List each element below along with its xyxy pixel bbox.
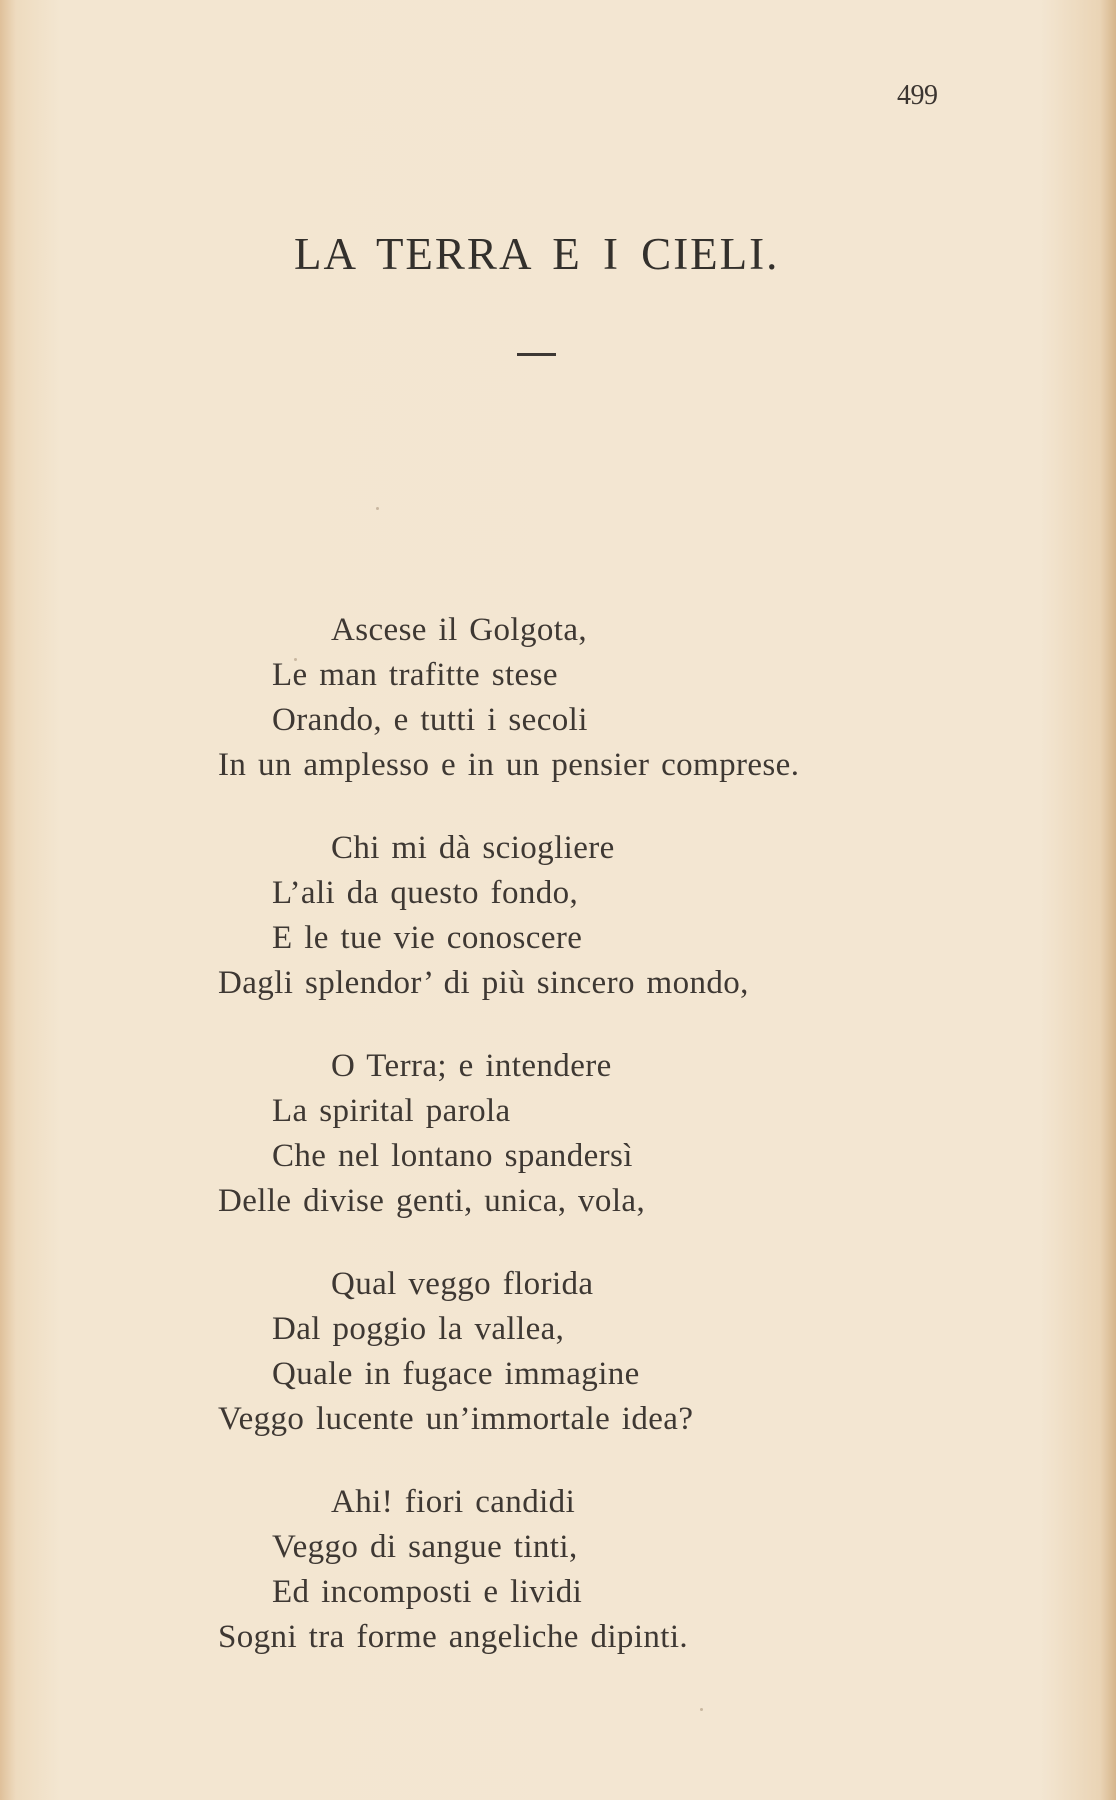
stanza-4-line-4: Veggo lucente un’immortale idea? <box>218 1401 694 1437</box>
stanza-5-line-1: Ahi! fiori candidi <box>331 1484 576 1520</box>
title-rule <box>517 353 556 356</box>
stanza-5-line-4: Sogni tra forme angeliche dipinti. <box>218 1619 689 1655</box>
stanza-2-line-1: Chi mi dà sciogliere <box>331 830 615 866</box>
paper-speck <box>294 658 297 661</box>
stanza-1-line-2: Le man trafitte stese <box>272 657 558 693</box>
stanza-3-line-3: Che nel lontano spandersì <box>272 1138 633 1174</box>
stanza-2 <box>0 826 1116 1044</box>
stanza-2-line-2: L’ali da questo fondo, <box>272 875 579 911</box>
stanza-4 <box>0 1262 1116 1480</box>
stanza-3 <box>0 1044 1116 1262</box>
paper-speck <box>700 1708 703 1711</box>
stanza-1-line-1: Ascese il Golgota, <box>331 612 588 648</box>
stanza-4-line-1: Qual veggo florida <box>331 1266 594 1302</box>
stanza-5-line-3: Ed incomposti e lividi <box>272 1574 583 1610</box>
stanza-3-line-4: Delle divise genti, unica, vola, <box>218 1183 646 1219</box>
stanza-1 <box>0 608 1116 826</box>
stanza-3-line-1: O Terra; e intendere <box>331 1048 612 1084</box>
stanza-5-line-2: Veggo di sangue tinti, <box>272 1529 578 1565</box>
stanza-2-line-3: E le tue vie conoscere <box>272 920 583 956</box>
poem-body <box>0 608 1116 1698</box>
stanza-4-line-3: Quale in fugace immagine <box>272 1356 640 1392</box>
poem-title: LA TERRA E I CIELI. <box>294 229 780 279</box>
stanza-3-line-2: La spirital parola <box>272 1093 511 1129</box>
stanza-1-line-3: Orando, e tutti i secoli <box>272 702 588 738</box>
stanza-2-line-4: Dagli splendor’ di più sincero mondo, <box>218 965 749 1001</box>
page-number: 499 <box>897 80 938 111</box>
paper-speck <box>376 507 379 510</box>
stanza-5 <box>0 1480 1116 1698</box>
stanza-1-line-4: In un amplesso e in un pensier comprese. <box>218 747 800 783</box>
stanza-4-line-2: Dal poggio la vallea, <box>272 1311 565 1347</box>
